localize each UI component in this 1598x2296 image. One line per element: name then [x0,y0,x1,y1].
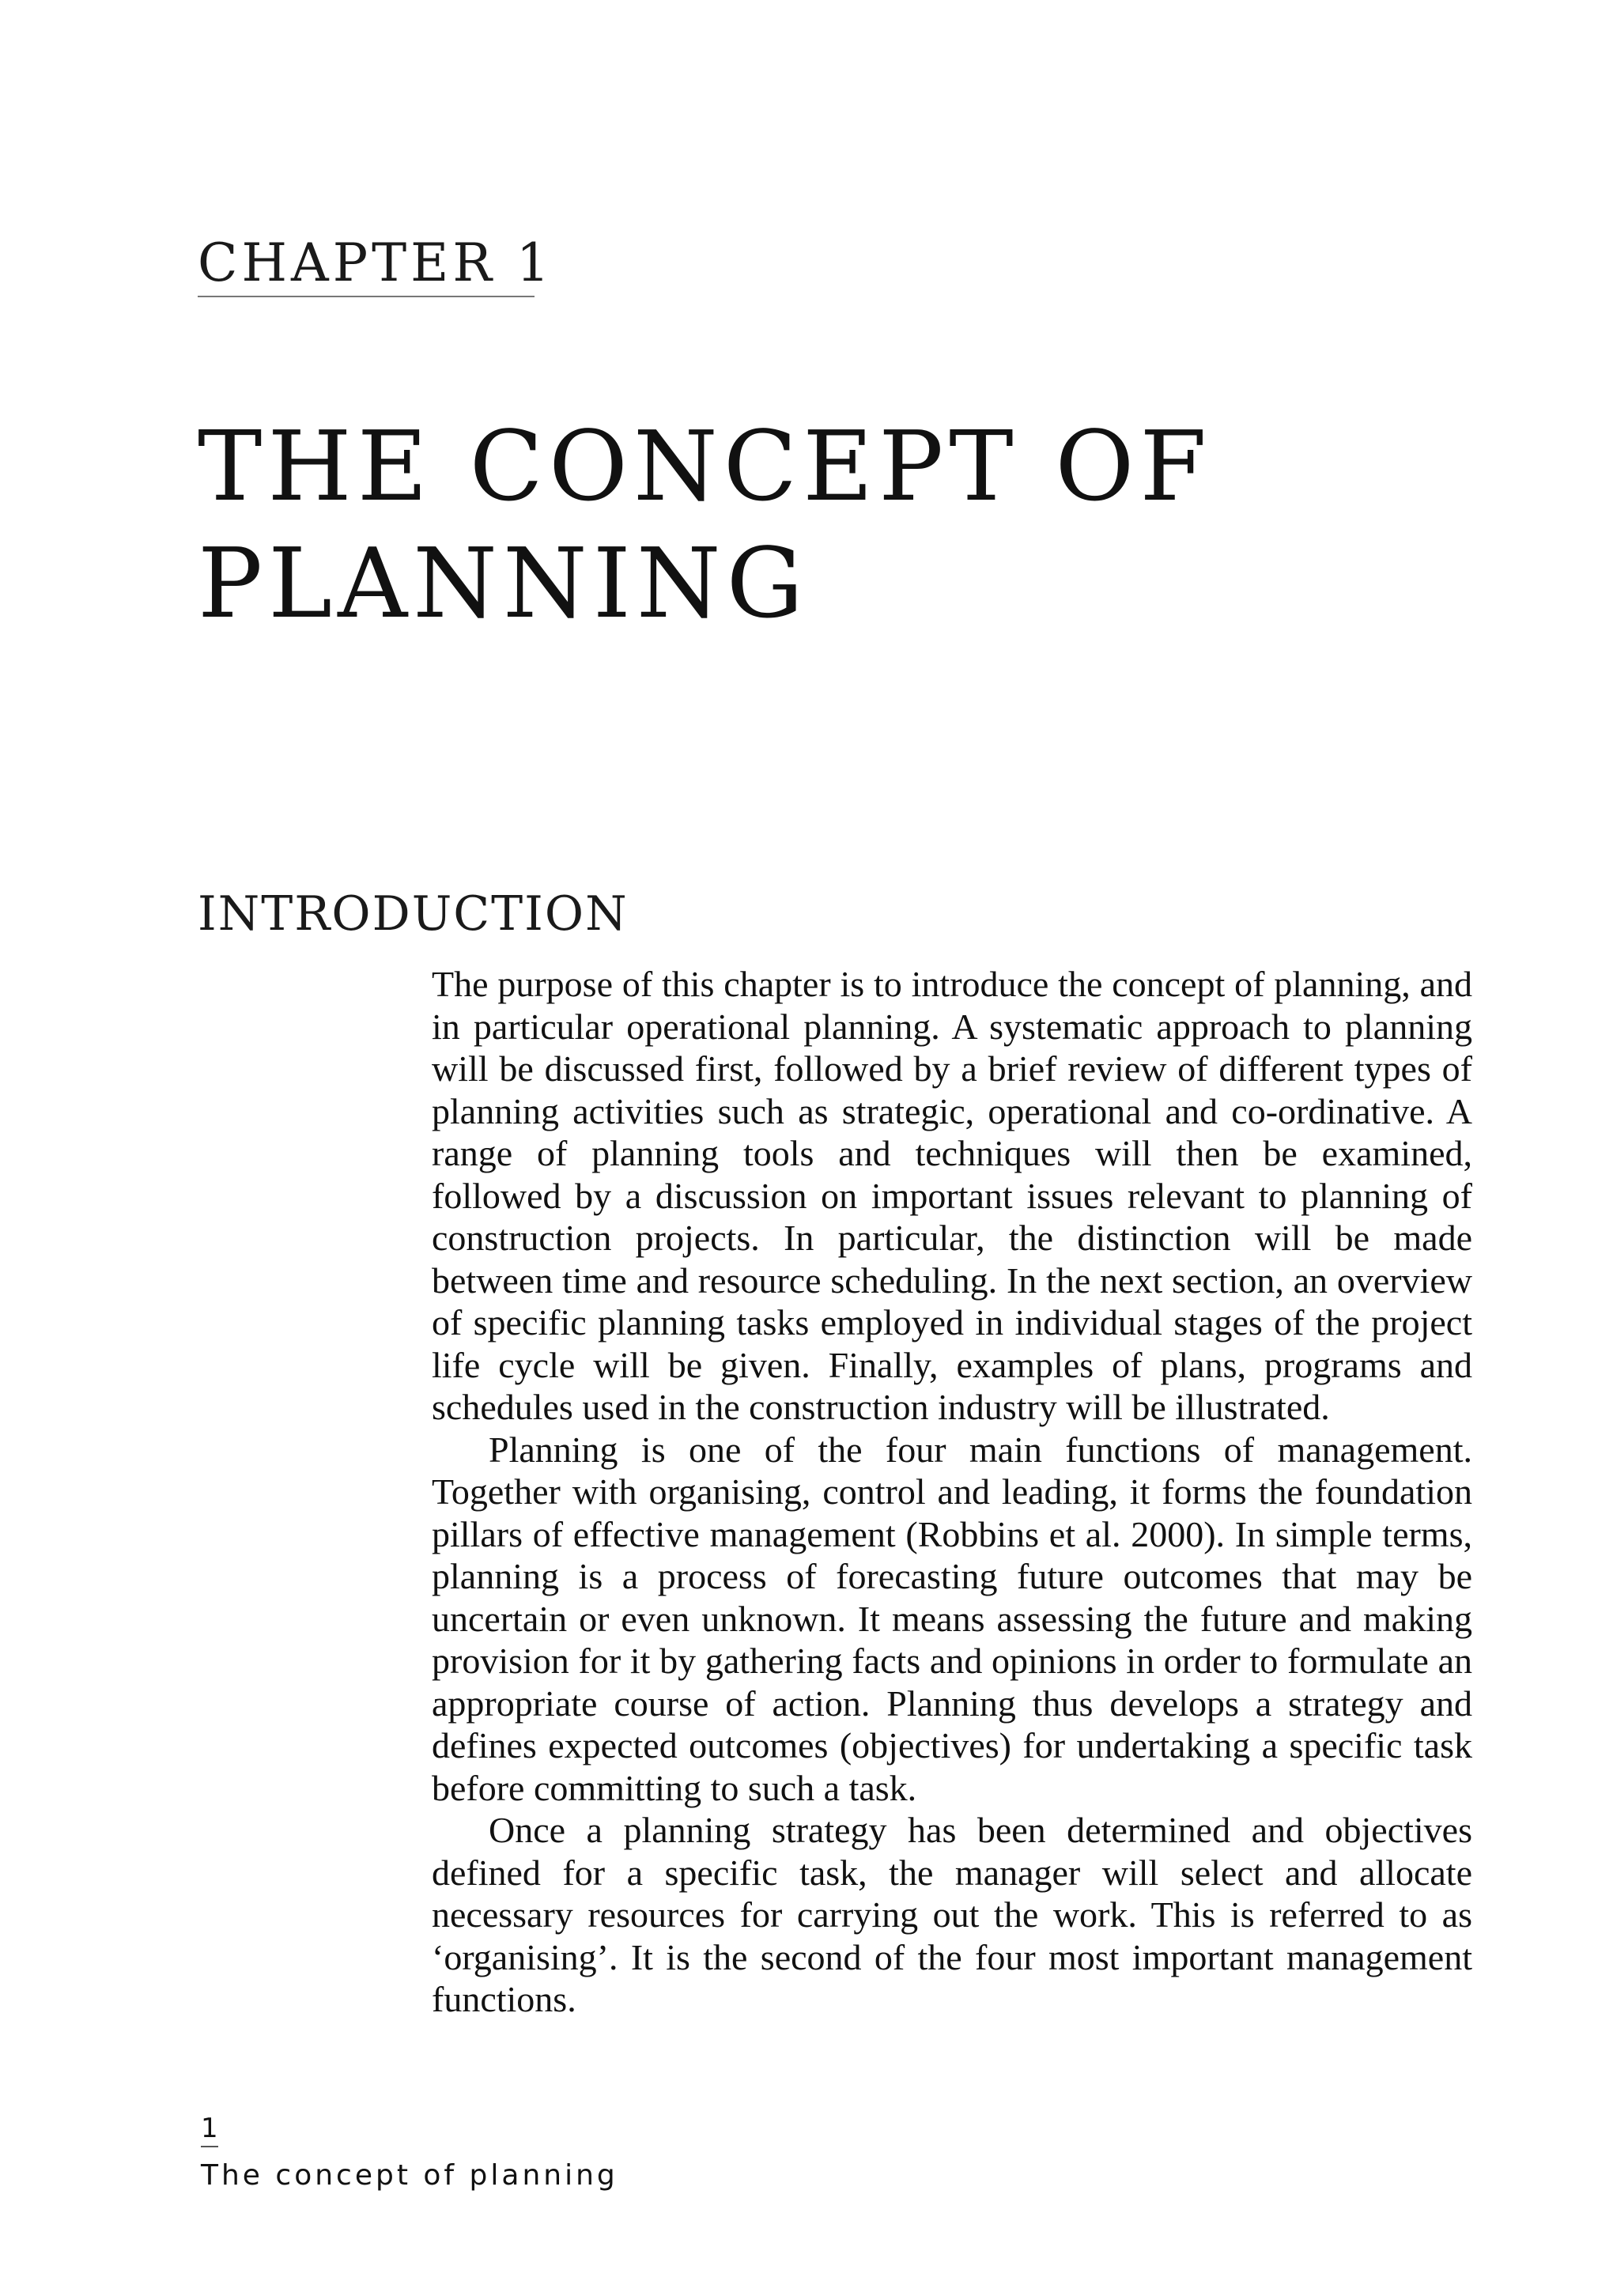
paragraph-3: Once a planning strategy has been determined and objectives defined for a specific task, the manager will select and allocate necessary resources for carrying out the work. This is referred to as ‘organising’. It is the second of the four most important management functions. [432,1810,1472,2019]
chapter-title [198,408,1463,642]
chapter-label-rule [198,296,535,297]
running-title: The concept of planning [201,2159,618,2192]
chapter-title-line-2: PLANNING [198,527,810,640]
paragraph-1: The purpose of this chapter is to introduce the concept of planning, and in particular operational planning. A systematic approach to planning will be discussed first, followed by a brief review of different types of planning activities such as strategic, operational and co-ordinative. A range of planning tools and techniques will then be examined, followed by a discussion on important issues relevant to planning of construction projects. In particular, the distinction will be made between time and resource scheduling. In the next section, an overview of specific planning tasks employed in individual stages of the project life cycle will be given. Finally, examples of plans, programs and schedules used in the construction industry will be illustrated. [432,964,1472,1427]
section-heading: INTRODUCTION [198,886,629,942]
page-footer [201,2113,618,2193]
paragraph-2: Planning is one of the four main functions of management. Together with organising, control and leading, it forms the foundation pillars of effective management (Robbins et al. 2000). In simple terms, planning is a process of forecasting future outcomes that may be uncertain or even unknown. It means assessing the future and making provision for it by gathering facts and opinions in order to formulate an appropriate course of action. Planning thus develops a strategy and defines expected outcomes (objectives) for undertaking a specific task before committing to such a task. [432,1429,1472,1808]
body-text [432,963,1472,2021]
chapter-title-line-1: THE CONCEPT OF [198,410,1213,523]
chapter-label: CHAPTER 1 [198,232,553,293]
page-number: 1 [201,2113,218,2147]
